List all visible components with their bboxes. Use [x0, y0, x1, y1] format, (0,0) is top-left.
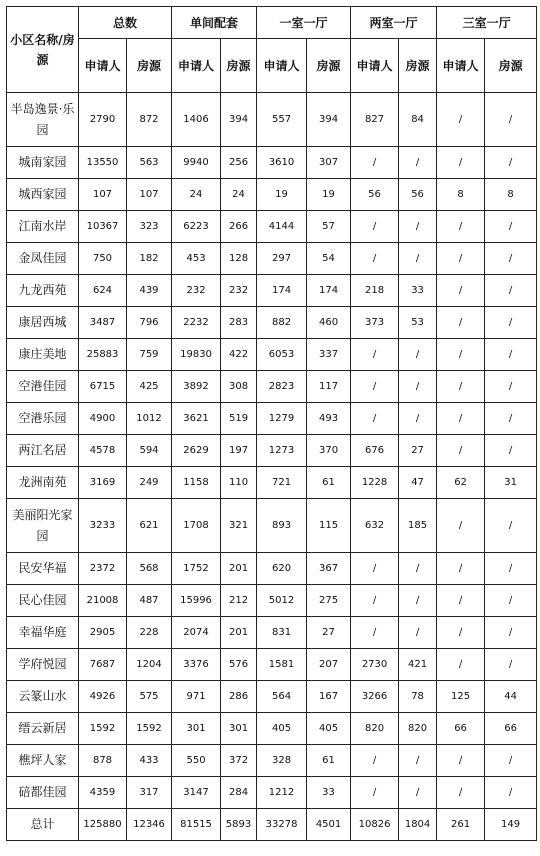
sub-header: 房源	[485, 39, 537, 93]
value-cell: 301	[172, 713, 221, 745]
value-cell: 33	[307, 777, 351, 809]
value-cell: 218	[351, 275, 399, 307]
value-cell: 66	[485, 713, 537, 745]
value-cell: 115	[307, 499, 351, 553]
value-cell: 297	[257, 243, 307, 275]
value-cell: 2629	[172, 435, 221, 467]
value-cell: 19	[257, 179, 307, 211]
value-cell: 249	[127, 467, 172, 499]
value-cell: 575	[127, 681, 172, 713]
value-cell: 66	[437, 713, 485, 745]
table-row	[7, 243, 537, 275]
value-cell: /	[485, 307, 537, 339]
value-cell: /	[485, 617, 537, 649]
value-cell: /	[485, 371, 537, 403]
value-cell: 831	[257, 617, 307, 649]
value-cell: 31	[485, 467, 537, 499]
value-cell: /	[485, 339, 537, 371]
value-cell: /	[437, 435, 485, 467]
value-cell: 827	[351, 93, 399, 147]
value-cell: /	[351, 403, 399, 435]
value-cell: 1804	[399, 809, 437, 841]
value-cell: 3376	[172, 649, 221, 681]
value-cell: 422	[221, 339, 257, 371]
value-cell: /	[399, 617, 437, 649]
community-name-cell: 城南家园	[7, 147, 79, 179]
value-cell: 261	[437, 809, 485, 841]
value-cell: 4501	[307, 809, 351, 841]
table-row	[7, 713, 537, 745]
value-cell: 4900	[79, 403, 127, 435]
value-cell: 185	[399, 499, 437, 553]
value-cell: /	[351, 147, 399, 179]
value-cell: 557	[257, 93, 307, 147]
community-name-cell: 总计	[7, 809, 79, 841]
value-cell: 13550	[79, 147, 127, 179]
value-cell: 893	[257, 499, 307, 553]
value-cell: 878	[79, 745, 127, 777]
value-cell: 57	[307, 211, 351, 243]
sub-header: 申请人	[79, 39, 127, 93]
community-name-cell: 城西家园	[7, 179, 79, 211]
value-cell: 759	[127, 339, 172, 371]
value-cell: /	[437, 617, 485, 649]
value-cell: /	[399, 147, 437, 179]
group-header-three-bedroom: 三室一厅	[437, 7, 537, 39]
value-cell: /	[399, 553, 437, 585]
value-cell: 2905	[79, 617, 127, 649]
value-cell: 594	[127, 435, 172, 467]
table-row	[7, 93, 537, 147]
value-cell: 519	[221, 403, 257, 435]
value-cell: /	[399, 777, 437, 809]
value-cell: 394	[307, 93, 351, 147]
sub-header: 申请人	[351, 39, 399, 93]
value-cell: 27	[307, 617, 351, 649]
value-cell: 493	[307, 403, 351, 435]
value-cell: 337	[307, 339, 351, 371]
value-cell: 4144	[257, 211, 307, 243]
table-row	[7, 147, 537, 179]
value-cell: 128	[221, 243, 257, 275]
value-cell: 3487	[79, 307, 127, 339]
value-cell: /	[351, 617, 399, 649]
value-cell: 110	[221, 467, 257, 499]
value-cell: 721	[257, 467, 307, 499]
value-cell: /	[485, 499, 537, 553]
table-row	[7, 435, 537, 467]
header-row-groups	[7, 7, 537, 39]
table-row	[7, 275, 537, 307]
value-cell: 117	[307, 371, 351, 403]
value-cell: 266	[221, 211, 257, 243]
value-cell: /	[351, 777, 399, 809]
table-row	[7, 307, 537, 339]
value-cell: 1012	[127, 403, 172, 435]
value-cell: /	[399, 371, 437, 403]
value-cell: 1279	[257, 403, 307, 435]
value-cell: 750	[79, 243, 127, 275]
community-name-cell: 学府悦园	[7, 649, 79, 681]
sub-header: 房源	[127, 39, 172, 93]
value-cell: 820	[399, 713, 437, 745]
group-header-single-room: 单间配套	[172, 7, 257, 39]
value-cell: 1158	[172, 467, 221, 499]
value-cell: 328	[257, 745, 307, 777]
value-cell: 15996	[172, 585, 221, 617]
table-row	[7, 499, 537, 553]
table-row	[7, 403, 537, 435]
value-cell: 3233	[79, 499, 127, 553]
value-cell: /	[399, 745, 437, 777]
value-cell: 61	[307, 745, 351, 777]
value-cell: 433	[127, 745, 172, 777]
value-cell: 201	[221, 617, 257, 649]
community-name-cell: 幸福华庭	[7, 617, 79, 649]
value-cell: 182	[127, 243, 172, 275]
value-cell: 3621	[172, 403, 221, 435]
community-name-cell: 九龙西苑	[7, 275, 79, 307]
value-cell: 4578	[79, 435, 127, 467]
value-cell: /	[485, 649, 537, 681]
value-cell: /	[437, 93, 485, 147]
value-cell: 1273	[257, 435, 307, 467]
value-cell: 174	[307, 275, 351, 307]
value-cell: 971	[172, 681, 221, 713]
value-cell: 5893	[221, 809, 257, 841]
total-row	[7, 809, 537, 841]
value-cell: 370	[307, 435, 351, 467]
value-cell: /	[485, 403, 537, 435]
value-cell: 405	[307, 713, 351, 745]
value-cell: 286	[221, 681, 257, 713]
community-name-cell: 康庄美地	[7, 339, 79, 371]
value-cell: 2372	[79, 553, 127, 585]
value-cell: /	[351, 745, 399, 777]
community-name-cell: 空港乐园	[7, 403, 79, 435]
value-cell: 2074	[172, 617, 221, 649]
value-cell: 81515	[172, 809, 221, 841]
value-cell: 19	[307, 179, 351, 211]
value-cell: /	[485, 745, 537, 777]
community-name-cell: 樵坪人家	[7, 745, 79, 777]
value-cell: 9940	[172, 147, 221, 179]
value-cell: /	[351, 371, 399, 403]
value-cell: 53	[399, 307, 437, 339]
value-cell: /	[351, 339, 399, 371]
value-cell: 56	[351, 179, 399, 211]
value-cell: 8	[437, 179, 485, 211]
value-cell: 12346	[127, 809, 172, 841]
value-cell: 421	[399, 649, 437, 681]
value-cell: 460	[307, 307, 351, 339]
value-cell: 1228	[351, 467, 399, 499]
value-cell: /	[485, 243, 537, 275]
value-cell: /	[485, 211, 537, 243]
value-cell: 620	[257, 553, 307, 585]
table-row	[7, 681, 537, 713]
value-cell: /	[437, 147, 485, 179]
value-cell: 33	[399, 275, 437, 307]
value-cell: /	[351, 553, 399, 585]
value-cell: 2823	[257, 371, 307, 403]
value-cell: 1708	[172, 499, 221, 553]
value-cell: 882	[257, 307, 307, 339]
group-header-one-bedroom: 一室一厅	[257, 7, 351, 39]
corner-header: 小区名称/房源	[7, 7, 79, 93]
value-cell: /	[485, 553, 537, 585]
value-cell: 24	[172, 179, 221, 211]
community-name-cell: 碚都佳园	[7, 777, 79, 809]
value-cell: 283	[221, 307, 257, 339]
value-cell: 820	[351, 713, 399, 745]
value-cell: 632	[351, 499, 399, 553]
value-cell: 228	[127, 617, 172, 649]
community-name-cell: 云篆山水	[7, 681, 79, 713]
sub-header: 房源	[221, 39, 257, 93]
sub-header: 房源	[399, 39, 437, 93]
value-cell: 3892	[172, 371, 221, 403]
sub-header: 申请人	[437, 39, 485, 93]
value-cell: /	[485, 93, 537, 147]
value-cell: 19830	[172, 339, 221, 371]
table-row	[7, 617, 537, 649]
value-cell: 201	[221, 553, 257, 585]
value-cell: 1592	[79, 713, 127, 745]
value-cell: /	[437, 777, 485, 809]
value-cell: /	[437, 649, 485, 681]
table-row	[7, 467, 537, 499]
sub-header: 房源	[307, 39, 351, 93]
value-cell: /	[485, 777, 537, 809]
value-cell: 550	[172, 745, 221, 777]
group-header-two-bedroom: 两室一厅	[351, 7, 437, 39]
community-name-cell: 美丽阳光家园	[7, 499, 79, 553]
value-cell: /	[437, 339, 485, 371]
value-cell: 487	[127, 585, 172, 617]
value-cell: 78	[399, 681, 437, 713]
value-cell: 796	[127, 307, 172, 339]
value-cell: /	[399, 243, 437, 275]
table-row	[7, 211, 537, 243]
sub-header: 申请人	[257, 39, 307, 93]
value-cell: /	[399, 403, 437, 435]
value-cell: /	[485, 275, 537, 307]
value-cell: 323	[127, 211, 172, 243]
value-cell: 33278	[257, 809, 307, 841]
value-cell: /	[437, 585, 485, 617]
table-row	[7, 179, 537, 211]
value-cell: 10367	[79, 211, 127, 243]
housing-allocation-table	[6, 6, 537, 841]
value-cell: 232	[221, 275, 257, 307]
value-cell: 3266	[351, 681, 399, 713]
value-cell: 367	[307, 553, 351, 585]
value-cell: 107	[127, 179, 172, 211]
value-cell: 167	[307, 681, 351, 713]
value-cell: 1752	[172, 553, 221, 585]
community-name-cell: 两江名居	[7, 435, 79, 467]
value-cell: 197	[221, 435, 257, 467]
value-cell: 2232	[172, 307, 221, 339]
value-cell: 84	[399, 93, 437, 147]
value-cell: 1406	[172, 93, 221, 147]
value-cell: 284	[221, 777, 257, 809]
group-header-total: 总数	[79, 7, 172, 39]
value-cell: 7687	[79, 649, 127, 681]
value-cell: 107	[79, 179, 127, 211]
value-cell: 54	[307, 243, 351, 275]
value-cell: 8	[485, 179, 537, 211]
value-cell: 1592	[127, 713, 172, 745]
value-cell: 6715	[79, 371, 127, 403]
value-cell: 308	[221, 371, 257, 403]
value-cell: 453	[172, 243, 221, 275]
value-cell: 564	[257, 681, 307, 713]
value-cell: 1212	[257, 777, 307, 809]
value-cell: /	[437, 403, 485, 435]
community-name-cell: 缙云新居	[7, 713, 79, 745]
value-cell: 1581	[257, 649, 307, 681]
value-cell: 10826	[351, 809, 399, 841]
value-cell: 47	[399, 467, 437, 499]
value-cell: 307	[307, 147, 351, 179]
value-cell: 212	[221, 585, 257, 617]
value-cell: 4926	[79, 681, 127, 713]
community-name-cell: 民心佳园	[7, 585, 79, 617]
value-cell: 394	[221, 93, 257, 147]
value-cell: /	[485, 585, 537, 617]
value-cell: 301	[221, 713, 257, 745]
community-name-cell: 民安华福	[7, 553, 79, 585]
value-cell: 624	[79, 275, 127, 307]
value-cell: 56	[399, 179, 437, 211]
community-name-cell: 空港佳园	[7, 371, 79, 403]
table-row	[7, 745, 537, 777]
value-cell: /	[437, 243, 485, 275]
value-cell: 61	[307, 467, 351, 499]
value-cell: /	[437, 499, 485, 553]
value-cell: 321	[221, 499, 257, 553]
community-name-cell: 龙洲南苑	[7, 467, 79, 499]
community-name-cell: 金凤佳园	[7, 243, 79, 275]
table-row	[7, 777, 537, 809]
community-name-cell: 半岛逸景·乐园	[7, 93, 79, 147]
value-cell: /	[437, 211, 485, 243]
value-cell: /	[437, 553, 485, 585]
value-cell: 27	[399, 435, 437, 467]
value-cell: 2730	[351, 649, 399, 681]
value-cell: /	[399, 339, 437, 371]
value-cell: 207	[307, 649, 351, 681]
value-cell: /	[437, 307, 485, 339]
value-cell: 4359	[79, 777, 127, 809]
value-cell: 1204	[127, 649, 172, 681]
value-cell: 568	[127, 553, 172, 585]
table-body	[7, 93, 537, 841]
table-row	[7, 371, 537, 403]
value-cell: 21008	[79, 585, 127, 617]
value-cell: /	[437, 745, 485, 777]
value-cell: 439	[127, 275, 172, 307]
value-cell: 6053	[257, 339, 307, 371]
value-cell: 6223	[172, 211, 221, 243]
value-cell: 3169	[79, 467, 127, 499]
value-cell: 576	[221, 649, 257, 681]
value-cell: 563	[127, 147, 172, 179]
value-cell: 256	[221, 147, 257, 179]
value-cell: 621	[127, 499, 172, 553]
table-row	[7, 585, 537, 617]
table-row	[7, 553, 537, 585]
community-name-cell: 康居西城	[7, 307, 79, 339]
value-cell: /	[437, 371, 485, 403]
value-cell: 372	[221, 745, 257, 777]
value-cell: 872	[127, 93, 172, 147]
value-cell: /	[399, 585, 437, 617]
value-cell: /	[351, 211, 399, 243]
community-name-cell: 江南水岸	[7, 211, 79, 243]
value-cell: 232	[172, 275, 221, 307]
value-cell: /	[437, 275, 485, 307]
value-cell: 676	[351, 435, 399, 467]
value-cell: 2790	[79, 93, 127, 147]
header-row-subheaders	[7, 39, 537, 93]
value-cell: 125880	[79, 809, 127, 841]
value-cell: 62	[437, 467, 485, 499]
value-cell: 24	[221, 179, 257, 211]
value-cell: 149	[485, 809, 537, 841]
value-cell: 3147	[172, 777, 221, 809]
value-cell: 373	[351, 307, 399, 339]
value-cell: /	[351, 243, 399, 275]
value-cell: 174	[257, 275, 307, 307]
table-row	[7, 649, 537, 681]
value-cell: 44	[485, 681, 537, 713]
value-cell: 5012	[257, 585, 307, 617]
value-cell: /	[485, 435, 537, 467]
value-cell: 3610	[257, 147, 307, 179]
table-row	[7, 339, 537, 371]
value-cell: 425	[127, 371, 172, 403]
value-cell: /	[351, 585, 399, 617]
value-cell: 125	[437, 681, 485, 713]
value-cell: /	[399, 211, 437, 243]
value-cell: 317	[127, 777, 172, 809]
value-cell: /	[485, 147, 537, 179]
value-cell: 25883	[79, 339, 127, 371]
value-cell: 275	[307, 585, 351, 617]
value-cell: 405	[257, 713, 307, 745]
sub-header: 申请人	[172, 39, 221, 93]
